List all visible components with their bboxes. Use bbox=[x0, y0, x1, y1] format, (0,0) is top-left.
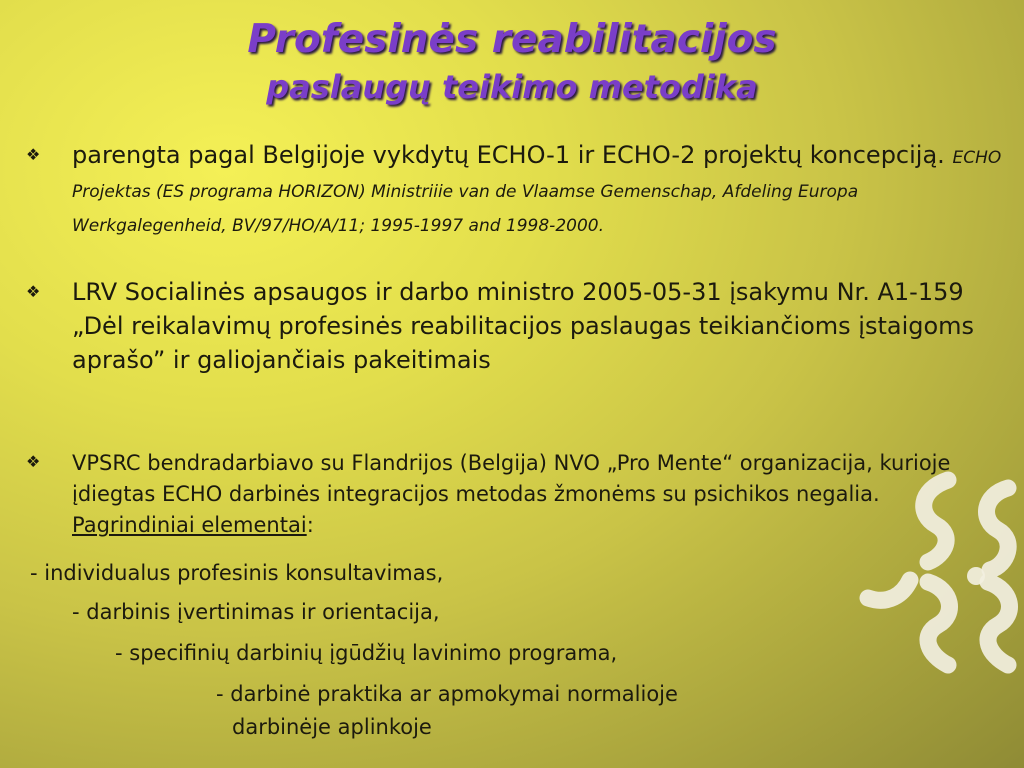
title-line-1: Profesinės reabilitacijos bbox=[247, 17, 777, 62]
bullet-suffix: : bbox=[306, 513, 314, 537]
diamond-bullet-icon: ❖ bbox=[26, 282, 41, 301]
bullet-echo bbox=[26, 138, 1007, 240]
diamond-bullet-icon: ❖ bbox=[26, 145, 41, 164]
diamond-bullet-icon: ❖ bbox=[26, 452, 41, 471]
slide-title bbox=[0, 14, 1024, 108]
bullet-text: VPSRC bendradarbiavo su Flandrijos (Belgija) NVO „Pro Mente“ organizacija, kurioje įdiegtas ECHO darbinės integracijos metodas žmonėms su psichikos negalia. bbox=[72, 451, 951, 506]
bullet-text: LRV Socialinės apsaugos ir darbo ministro 2005-05-31 įsakymu Nr. A1-159 „Dėl reikalavimų profesinės reabilitacijos paslaugas teikiančioms įstaigoms aprašo” ir galiojančiais pakeitimais bbox=[72, 278, 975, 374]
step-2: - darbinis įvertinimas ir orientacija, bbox=[72, 600, 440, 624]
step-4: - darbinė praktika ar apmokymai normalioje bbox=[216, 682, 678, 706]
step-3: - specifinių darbinių įgūdžių lavinimo programa, bbox=[115, 641, 618, 665]
main-elements-link: Pagrindiniai elementai bbox=[72, 513, 307, 537]
bullet-ministry-order bbox=[26, 275, 1007, 377]
bullet-text: parengta pagal Belgijoje vykdytų ECHO-1 ir ECHO-2 projektų koncepciją. bbox=[72, 141, 945, 169]
bullet-reference: ECHO Projektas (ES programa HORIZON) Ministriiie van de Vlaamse Gemenschap, Afdeling Europa Werkgalegenheid, BV/97/HO/A/11; 1995-1997 and 1998-2000. bbox=[72, 148, 1002, 236]
step-1: - individualus profesinis konsultavimas, bbox=[30, 561, 444, 585]
step-4-continued: darbinėje aplinkoje bbox=[232, 715, 432, 739]
bullet-vpsrc bbox=[26, 448, 992, 541]
title-line-2: paslaugų teikimo metodika bbox=[266, 68, 758, 106]
